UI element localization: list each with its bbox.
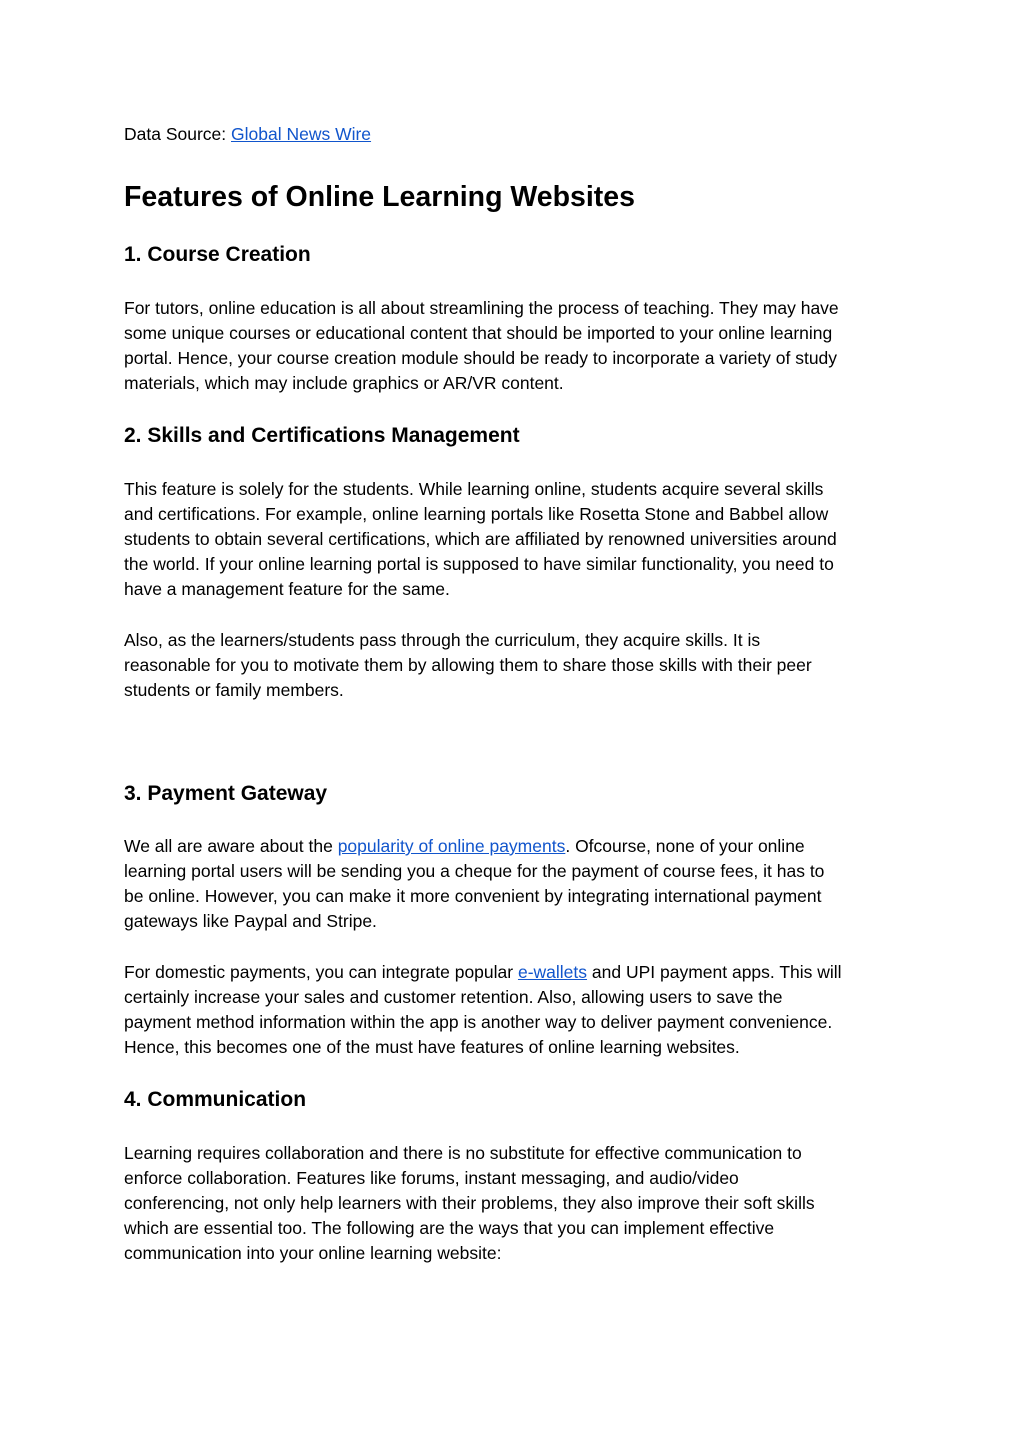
text-line: learning portal users will be sending you a cheque for the payment of course fees, it has to xyxy=(124,861,825,881)
page-title: Features of Online Learning Websites xyxy=(124,181,635,213)
text-line: be online. However, you can make it more convenient by integrating international payment xyxy=(124,886,822,906)
heading-communication: 4. Communication xyxy=(124,1088,307,1111)
text-line: This feature is solely for the students. While learning online, students acquire several skills xyxy=(124,479,824,499)
text-run: We all are aware about the xyxy=(124,836,338,856)
text-line: gateways like Paypal and Stripe. xyxy=(124,911,377,931)
heading-payment-gateway: 3. Payment Gateway xyxy=(124,782,328,805)
text-line: Also, as the learners/students pass through the curriculum, they acquire skills. It is xyxy=(124,630,761,650)
text-line: students or family members. xyxy=(124,680,344,700)
text-line xyxy=(124,834,904,859)
text-run: For domestic payments, you can integrate popular xyxy=(124,962,518,982)
text-line: payment method information within the app is another way to deliver payment convenience. xyxy=(124,1012,833,1032)
paragraph-payment-2 xyxy=(124,960,904,1060)
paragraph-skills-2 xyxy=(124,628,904,703)
text-line: reasonable for you to motivate them by allowing them to share those skills with their peer xyxy=(124,655,812,675)
data-source-line xyxy=(124,122,371,147)
text-line: have a management feature for the same. xyxy=(124,579,450,599)
text-line: and certifications. For example, online learning portals like Rosetta Stone and Babbel allow xyxy=(124,504,829,524)
text-line: Hence, this becomes one of the must have features of online learning websites. xyxy=(124,1037,740,1057)
heading-course-creation: 1. Course Creation xyxy=(124,243,311,266)
text-line: the world. If your online learning portal is supposed to have similar functionality, you need to xyxy=(124,554,834,574)
text-line: Learning requires collaboration and there is no substitute for effective communication to xyxy=(124,1143,802,1163)
text-run: . Ofcourse, none of your online xyxy=(565,836,805,856)
paragraph-payment-1 xyxy=(124,834,904,934)
text-line: conferencing, not only help learners with their problems, they also improve their soft skills xyxy=(124,1193,815,1213)
text-line: enforce collaboration. Features like forums, instant messaging, and audio/video xyxy=(124,1168,739,1188)
text-line: students to obtain several certifications, which are affiliated by renowned universities around xyxy=(124,529,837,549)
paragraph-communication xyxy=(124,1141,904,1266)
text-line: portal. Hence, your course creation module should be ready to incorporate a variety of study xyxy=(124,348,838,368)
popularity-of-online-payments-link[interactable]: popularity of online payments xyxy=(337,836,566,856)
text-line: certainly increase your sales and customer retention. Also, allowing users to save the xyxy=(124,987,783,1007)
global-news-wire-link[interactable]: Global News Wire xyxy=(231,124,372,144)
text-line: For tutors, online education is all about streamlining the process of teaching. They may have xyxy=(124,298,839,318)
paragraph-course-creation xyxy=(124,296,904,396)
text-line: some unique courses or educational content that should be imported to your online learning xyxy=(124,323,833,343)
e-wallets-link[interactable]: e-wallets xyxy=(517,962,588,982)
text-line: materials, which may include graphics or AR/VR content. xyxy=(124,373,564,393)
text-line: communication into your online learning website: xyxy=(124,1243,502,1263)
heading-skills-certifications: 2. Skills and Certifications Management xyxy=(124,424,520,447)
data-source-label: Data Source: xyxy=(124,124,231,144)
text-line: which are essential too. The following are the ways that you can implement effective xyxy=(124,1218,775,1238)
text-line xyxy=(124,960,904,985)
paragraph-skills-1 xyxy=(124,477,904,602)
text-run: and UPI payment apps. This will xyxy=(587,962,842,982)
